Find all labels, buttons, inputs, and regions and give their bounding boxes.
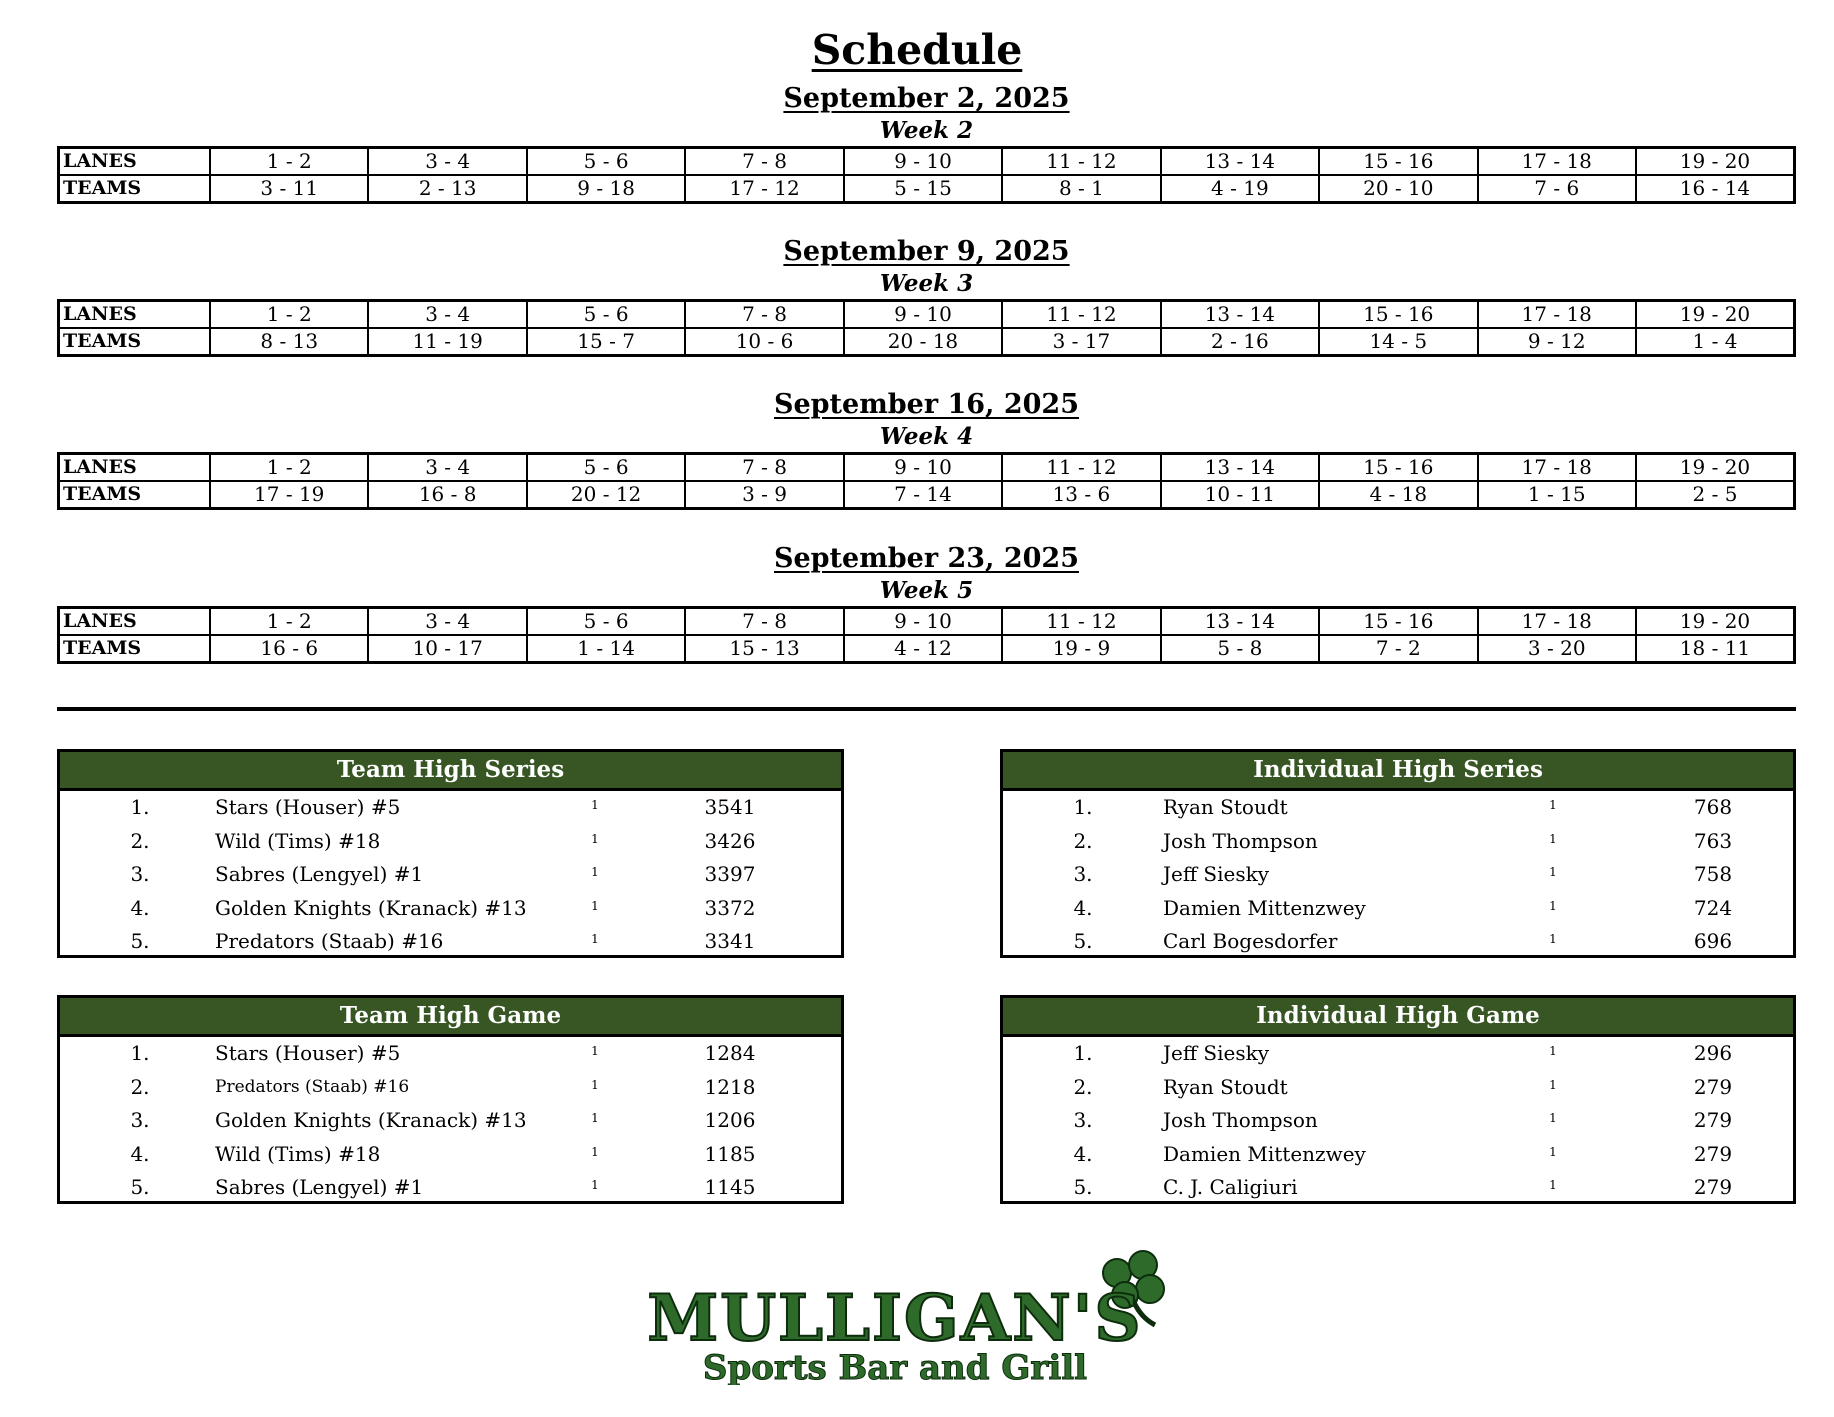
team-cell: 2 - 5 xyxy=(1636,481,1795,509)
team-cell: 16 - 14 xyxy=(1636,175,1795,203)
individual-high-series-board xyxy=(1000,749,1796,958)
lanes-row xyxy=(59,454,1795,482)
team-name: Golden Knights (Kranack) #13 xyxy=(215,895,527,920)
score: 1284 xyxy=(704,1041,756,1065)
team-cell: 14 - 5 xyxy=(1319,328,1477,356)
games-count: 1 xyxy=(591,865,599,879)
lane-cell: 19 - 20 xyxy=(1636,608,1795,636)
board-row xyxy=(1003,1071,1793,1105)
teams-row xyxy=(59,175,1795,203)
board-row xyxy=(60,825,841,859)
games-count: 1 xyxy=(591,932,599,946)
games-count: 1 xyxy=(1549,1144,1557,1159)
board-title: Team High Series xyxy=(60,752,841,791)
team-cell: 11 - 19 xyxy=(368,328,526,356)
games-count: 1 xyxy=(591,798,599,812)
teams-row xyxy=(59,328,1795,356)
lane-cell: 19 - 20 xyxy=(1636,148,1795,176)
row-label: LANES xyxy=(59,148,211,176)
games-count: 1 xyxy=(591,1111,599,1125)
rank: 2. xyxy=(1073,1074,1093,1099)
page-title: Schedule xyxy=(811,26,1023,74)
team-cell: 1 - 14 xyxy=(527,635,685,663)
team-cell: 4 - 19 xyxy=(1161,175,1319,203)
score: 279 xyxy=(1693,1141,1733,1166)
score: 1206 xyxy=(704,1108,756,1132)
bowler-name: Josh Thompson xyxy=(1163,1108,1318,1132)
week-number: Week 4 xyxy=(879,423,974,450)
board-row xyxy=(1003,1104,1793,1138)
board-row xyxy=(1003,1138,1793,1172)
rank: 1. xyxy=(130,795,150,819)
games-count: 1 xyxy=(591,1077,599,1092)
teams-row xyxy=(59,481,1795,509)
lane-cell: 5 - 6 xyxy=(527,148,685,176)
lane-cell: 3 - 4 xyxy=(368,148,526,176)
row-label: TEAMS xyxy=(59,635,211,663)
week-date: September 2, 2025 xyxy=(783,83,1070,114)
games-count: 1 xyxy=(591,1178,599,1192)
score: 3541 xyxy=(704,795,756,819)
lanes-row xyxy=(59,148,1795,176)
board-row xyxy=(60,791,841,825)
team-cell: 3 - 20 xyxy=(1478,635,1636,663)
row-label: LANES xyxy=(59,454,211,482)
week-date: September 9, 2025 xyxy=(783,236,1070,267)
team-cell: 1 - 15 xyxy=(1478,481,1636,509)
rank: 5. xyxy=(130,929,150,953)
week-number: Week 3 xyxy=(879,270,974,297)
bowler-name: Damien Mittenzwey xyxy=(1163,1141,1366,1166)
bowler-name: Josh Thompson xyxy=(1163,828,1318,853)
team-cell: 9 - 18 xyxy=(527,175,685,203)
bowler-name: C. J. Caligiuri xyxy=(1163,1175,1298,1199)
board-row xyxy=(60,1171,841,1205)
rank: 3. xyxy=(1073,1108,1093,1132)
lane-cell: 5 - 6 xyxy=(527,301,685,329)
team-cell: 3 - 9 xyxy=(685,481,843,509)
lanes-row xyxy=(59,608,1795,636)
week-number: Week 5 xyxy=(879,577,974,604)
team-name: Sabres (Lengyel) #1 xyxy=(215,1175,424,1199)
games-count: 1 xyxy=(1549,865,1557,879)
team-cell: 9 - 12 xyxy=(1478,328,1636,356)
lane-cell: 7 - 8 xyxy=(685,454,843,482)
individual-high-game-board xyxy=(1000,995,1796,1204)
rank: 3. xyxy=(130,1108,150,1132)
team-cell: 10 - 17 xyxy=(368,635,526,663)
games-count: 1 xyxy=(1549,1178,1557,1192)
week-block xyxy=(57,542,1796,664)
lane-cell: 19 - 20 xyxy=(1636,301,1795,329)
rank: 5. xyxy=(1073,1175,1093,1199)
week-block xyxy=(57,82,1796,204)
team-name: Golden Knights (Kranack) #13 xyxy=(215,1108,527,1132)
rank: 2. xyxy=(130,1074,150,1099)
games-count: 1 xyxy=(1549,898,1557,913)
lane-cell: 1 - 2 xyxy=(210,148,368,176)
lane-cell: 5 - 6 xyxy=(527,454,685,482)
rank: 5. xyxy=(1073,929,1093,953)
week-block xyxy=(57,235,1796,357)
board-row xyxy=(1003,825,1793,859)
team-cell: 8 - 1 xyxy=(1002,175,1160,203)
lane-cell: 9 - 10 xyxy=(844,608,1002,636)
team-cell: 7 - 6 xyxy=(1478,175,1636,203)
teams-row xyxy=(59,635,1795,663)
section-divider xyxy=(57,707,1796,711)
team-cell: 16 - 6 xyxy=(210,635,368,663)
board-row xyxy=(1003,791,1793,825)
lane-cell: 17 - 18 xyxy=(1478,301,1636,329)
schedule-table xyxy=(57,452,1796,510)
board-row xyxy=(60,1104,841,1138)
score: 279 xyxy=(1693,1074,1733,1099)
row-label: TEAMS xyxy=(59,481,211,509)
board-row xyxy=(1003,925,1793,959)
logo-name: MULLIGAN'S xyxy=(647,1281,1143,1356)
row-label: LANES xyxy=(59,608,211,636)
team-cell: 20 - 12 xyxy=(527,481,685,509)
board-row xyxy=(60,1071,841,1105)
team-name: Wild (Tims) #18 xyxy=(215,828,381,853)
row-label: TEAMS xyxy=(59,328,211,356)
team-cell: 1 - 4 xyxy=(1636,328,1795,356)
score: 763 xyxy=(1693,828,1733,853)
board-row xyxy=(1003,858,1793,892)
team-name: Predators (Staab) #16 xyxy=(215,929,444,953)
week-block xyxy=(57,388,1796,510)
score: 3397 xyxy=(704,862,756,886)
lane-cell: 7 - 8 xyxy=(685,148,843,176)
score: 1145 xyxy=(704,1175,756,1199)
lane-cell: 3 - 4 xyxy=(368,608,526,636)
logo-tagline: Sports Bar and Grill xyxy=(702,1348,1088,1385)
team-cell: 17 - 19 xyxy=(210,481,368,509)
team-name: Sabres (Lengyel) #1 xyxy=(215,862,424,886)
rank: 1. xyxy=(1073,795,1093,819)
rank: 5. xyxy=(130,1175,150,1199)
team-cell: 15 - 7 xyxy=(527,328,685,356)
team-high-game-board xyxy=(57,995,844,1204)
bowler-name: Ryan Stoudt xyxy=(1163,1074,1288,1099)
rank: 3. xyxy=(130,862,150,886)
lane-cell: 9 - 10 xyxy=(844,301,1002,329)
schedule-table xyxy=(57,606,1796,664)
team-high-series-board xyxy=(57,749,844,958)
lane-cell: 1 - 2 xyxy=(210,454,368,482)
lane-cell: 19 - 20 xyxy=(1636,454,1795,482)
team-name: Stars (Houser) #5 xyxy=(215,795,401,819)
lane-cell: 11 - 12 xyxy=(1002,454,1160,482)
score: 696 xyxy=(1693,929,1733,953)
schedule-table xyxy=(57,146,1796,204)
lanes-row xyxy=(59,301,1795,329)
games-count: 1 xyxy=(591,1044,599,1058)
score: 1218 xyxy=(704,1074,756,1099)
score: 1185 xyxy=(704,1141,756,1166)
lane-cell: 17 - 18 xyxy=(1478,608,1636,636)
bowler-name: Damien Mittenzwey xyxy=(1163,895,1366,920)
board-row xyxy=(1003,1037,1793,1071)
lane-cell: 9 - 10 xyxy=(844,454,1002,482)
team-name: Predators (Staab) #16 xyxy=(215,1076,410,1097)
team-cell: 16 - 8 xyxy=(368,481,526,509)
score: 296 xyxy=(1693,1041,1733,1065)
bowler-name: Carl Bogesdorfer xyxy=(1163,929,1338,953)
games-count: 1 xyxy=(1549,798,1557,812)
schedule-table xyxy=(57,299,1796,357)
lane-cell: 7 - 8 xyxy=(685,301,843,329)
board-row xyxy=(60,925,841,959)
board-row xyxy=(1003,892,1793,926)
games-count: 1 xyxy=(591,1144,599,1159)
rank: 4. xyxy=(1073,1141,1093,1166)
team-cell: 18 - 11 xyxy=(1636,635,1795,663)
rank: 4. xyxy=(1073,895,1093,920)
team-cell: 7 - 14 xyxy=(844,481,1002,509)
team-cell: 5 - 8 xyxy=(1161,635,1319,663)
team-cell: 13 - 6 xyxy=(1002,481,1160,509)
rank: 3. xyxy=(1073,862,1093,886)
lane-cell: 3 - 4 xyxy=(368,301,526,329)
lane-cell: 17 - 18 xyxy=(1478,148,1636,176)
lane-cell: 5 - 6 xyxy=(527,608,685,636)
week-number: Week 2 xyxy=(879,117,974,144)
team-cell: 20 - 18 xyxy=(844,328,1002,356)
team-cell: 5 - 15 xyxy=(844,175,1002,203)
rank: 4. xyxy=(130,1141,150,1166)
board-title: Individual High Game xyxy=(1003,998,1793,1037)
lane-cell: 17 - 18 xyxy=(1478,454,1636,482)
score: 724 xyxy=(1693,895,1733,920)
rank: 2. xyxy=(130,828,150,853)
games-count: 1 xyxy=(1549,1077,1557,1092)
rank: 2. xyxy=(1073,828,1093,853)
board-title: Individual High Series xyxy=(1003,752,1793,791)
score: 3426 xyxy=(704,828,756,853)
team-cell: 2 - 16 xyxy=(1161,328,1319,356)
bowler-name: Jeff Siesky xyxy=(1163,862,1270,886)
rank: 1. xyxy=(130,1041,150,1065)
team-cell: 10 - 6 xyxy=(685,328,843,356)
score: 768 xyxy=(1693,795,1733,819)
board-row xyxy=(60,1138,841,1172)
week-date: September 23, 2025 xyxy=(774,543,1079,574)
team-cell: 4 - 12 xyxy=(844,635,1002,663)
team-cell: 17 - 12 xyxy=(685,175,843,203)
lane-cell: 15 - 16 xyxy=(1319,454,1477,482)
games-count: 1 xyxy=(1549,1044,1557,1058)
team-cell: 20 - 10 xyxy=(1319,175,1477,203)
team-cell: 3 - 17 xyxy=(1002,328,1160,356)
week-date: September 16, 2025 xyxy=(774,389,1079,420)
team-cell: 3 - 11 xyxy=(210,175,368,203)
rank: 4. xyxy=(130,895,150,920)
team-cell: 15 - 13 xyxy=(685,635,843,663)
score: 279 xyxy=(1693,1108,1733,1132)
team-cell: 19 - 9 xyxy=(1002,635,1160,663)
team-name: Wild (Tims) #18 xyxy=(215,1141,381,1166)
games-count: 1 xyxy=(1549,1111,1557,1125)
games-count: 1 xyxy=(591,831,599,846)
lane-cell: 11 - 12 xyxy=(1002,301,1160,329)
lane-cell: 1 - 2 xyxy=(210,301,368,329)
score: 279 xyxy=(1693,1175,1733,1199)
team-cell: 2 - 13 xyxy=(368,175,526,203)
lane-cell: 11 - 12 xyxy=(1002,608,1160,636)
lane-cell: 9 - 10 xyxy=(844,148,1002,176)
games-count: 1 xyxy=(1549,831,1557,846)
rank: 1. xyxy=(1073,1041,1093,1065)
board-row xyxy=(60,858,841,892)
board-row xyxy=(1003,1171,1793,1205)
lane-cell: 15 - 16 xyxy=(1319,301,1477,329)
team-cell: 4 - 18 xyxy=(1319,481,1477,509)
row-label: TEAMS xyxy=(59,175,211,203)
board-row xyxy=(60,892,841,926)
board-title: Team High Game xyxy=(60,998,841,1037)
score: 758 xyxy=(1693,862,1733,886)
lane-cell: 15 - 16 xyxy=(1319,608,1477,636)
team-cell: 8 - 13 xyxy=(210,328,368,356)
lane-cell: 15 - 16 xyxy=(1319,148,1477,176)
lane-cell: 13 - 14 xyxy=(1161,608,1319,636)
score: 3341 xyxy=(704,929,756,953)
team-name: Stars (Houser) #5 xyxy=(215,1041,401,1065)
lane-cell: 13 - 14 xyxy=(1161,301,1319,329)
lane-cell: 11 - 12 xyxy=(1002,148,1160,176)
row-label: LANES xyxy=(59,301,211,329)
lane-cell: 1 - 2 xyxy=(210,608,368,636)
team-cell: 10 - 11 xyxy=(1161,481,1319,509)
team-cell: 7 - 2 xyxy=(1319,635,1477,663)
board-row xyxy=(60,1037,841,1071)
bowler-name: Ryan Stoudt xyxy=(1163,795,1288,819)
lane-cell: 13 - 14 xyxy=(1161,454,1319,482)
lane-cell: 7 - 8 xyxy=(685,608,843,636)
lane-cell: 3 - 4 xyxy=(368,454,526,482)
bowler-name: Jeff Siesky xyxy=(1163,1041,1270,1065)
score: 3372 xyxy=(704,895,756,920)
games-count: 1 xyxy=(1549,932,1557,946)
games-count: 1 xyxy=(591,898,599,913)
mulligans-logo xyxy=(565,1245,1225,1385)
lane-cell: 13 - 14 xyxy=(1161,148,1319,176)
